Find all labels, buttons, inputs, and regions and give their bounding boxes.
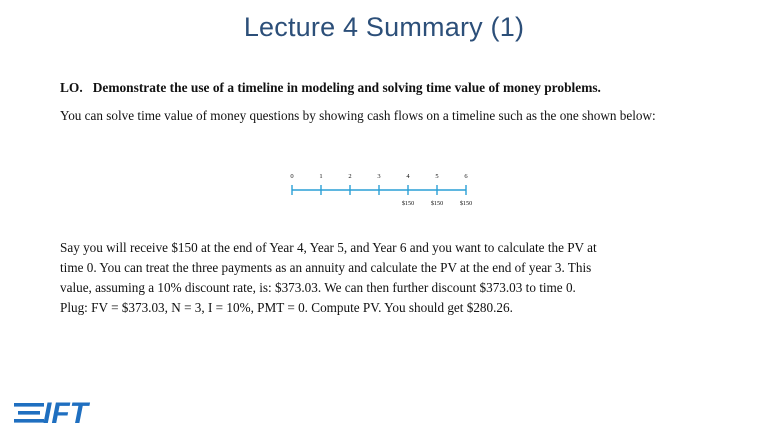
timeline-period-label: 4 [406,173,410,180]
explanation-line-1: Say you will receive $150 at the end of Year 4, Year 5, and Year 6 and you want to calculate the PV at [60,240,597,255]
explanation-line-3: value, assuming a 10% discount rate, is: $373.03. We can then further discount $373.03 to time 0. [60,280,576,295]
learning-objective-label: LO. [60,80,83,95]
timeline-period-label: 1 [319,173,323,180]
timeline-cash-flow-label: $150 [430,200,444,207]
timeline-period-label: 3 [377,173,381,180]
logo-wordmark: IFT [43,398,88,428]
cash-flow-timeline [282,168,482,214]
intro-paragraph: You can solve time value of money questions by showing cash flows on a timeline such as the one shown below: [60,108,656,123]
explanation-line-2: time 0. You can treat the three payments as an annuity and calculate the PV at the end of year 3. This [60,260,592,275]
timeline-period-label: 5 [435,173,439,180]
timeline-period-label: 2 [348,173,352,180]
timeline-period-label: 0 [290,173,294,180]
slide-title: Lecture 4 Summary (1) [243,12,525,42]
timeline-period-label: 6 [464,173,468,180]
timeline-cash-flow-label: $150 [459,200,473,207]
logo-speed-bars [14,403,44,423]
ift-logo [14,398,118,428]
explanation-line-4: Plug: FV = $373.03, N = 3, I = 10%, PMT = 0. Compute PV. You should get $280.26. [60,300,513,315]
learning-objective-text: Demonstrate the use of a timeline in modeling and solving time value of money problems. [92,80,601,95]
timeline-cash-flow-label: $150 [401,200,415,207]
learning-objective [60,80,740,96]
explanation-paragraph [60,238,720,318]
